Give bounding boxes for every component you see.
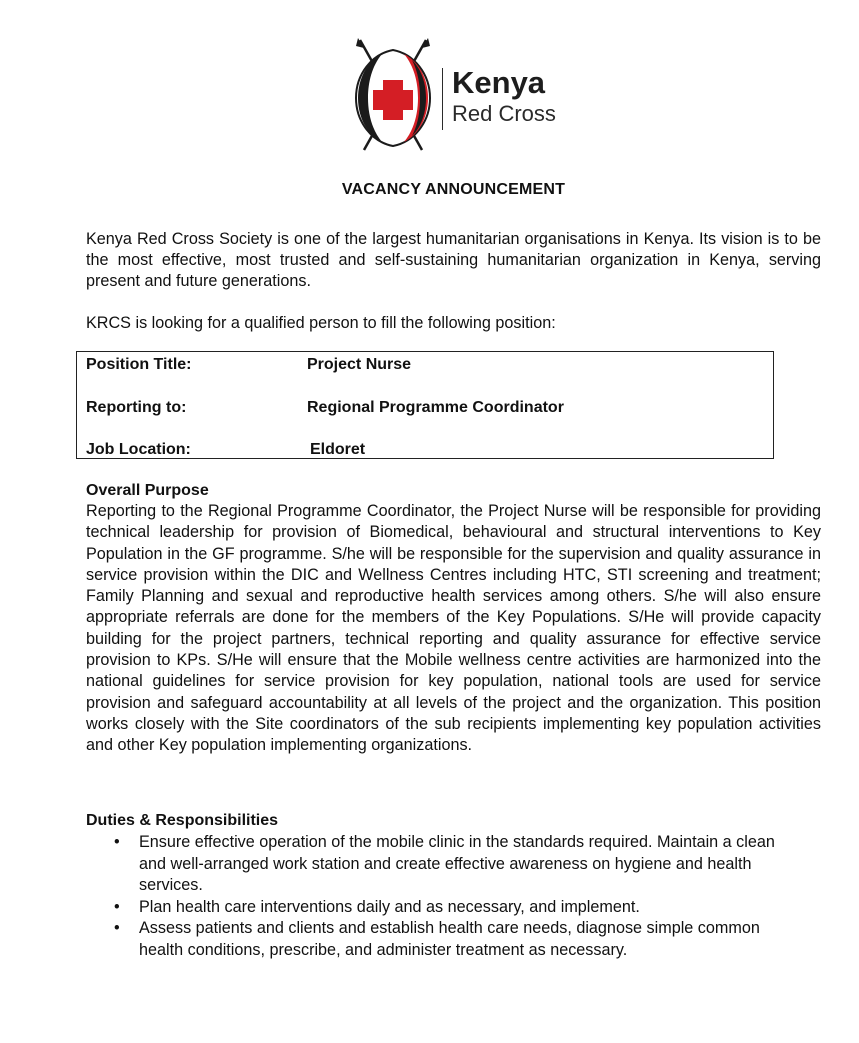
- red-cross-horizontal: [373, 90, 413, 110]
- duty-text: Assess patients and clients and establish health care needs, diagnose simple common health conditions, prescribe, and administer treatment as necessary.: [139, 919, 760, 959]
- duty-text: Ensure effective operation of the mobile clinic in the standards required. Maintain a clean and well-arranged work station and create effective awareness on hygiene and health services.: [139, 833, 775, 894]
- position-details-box: [76, 351, 774, 459]
- intro-paragraph: Kenya Red Cross Society is one of the largest humanitarian organisations in Kenya. Its vision is to be the most effective, most trusted and self-sustaining humanitarian organization in Kenya, serving present and future generations.: [86, 230, 821, 290]
- page-title: VACANCY ANNOUNCEMENT: [341, 181, 566, 198]
- duties-heading: Duties & Responsibilities: [86, 812, 279, 829]
- reporting-to-value: Regional Programme Coordinator: [307, 399, 564, 416]
- bullet-icon: •: [114, 833, 120, 851]
- duty-text: Plan health care interventions daily and as necessary, and implement.: [139, 897, 640, 916]
- job-location-label: Job Location:: [86, 441, 191, 458]
- position-title-value: Project Nurse: [307, 356, 412, 373]
- kenya-red-cross-logo: [342, 36, 564, 160]
- bullet-icon: •: [114, 919, 120, 937]
- job-location-value: Eldoret: [310, 441, 366, 458]
- list-item: [106, 832, 806, 897]
- looking-paragraph: KRCS is looking for a qualified person to fill the following position:: [86, 314, 556, 332]
- logo-word-kenya: Kenya: [452, 65, 546, 100]
- logo-word-red-cross: Red Cross: [452, 101, 556, 126]
- reporting-to-label: Reporting to:: [86, 399, 187, 416]
- duties-list: [106, 832, 806, 961]
- overall-purpose-text: Reporting to the Regional Programme Coordinator, the Project Nurse will be responsible for providing technical leadership for provision of Biomedical, behavioural and structural interventions to Key Population in the GF programme. S/he will be responsible for the supervision and quality assurance in service provision within the DIC and Wellness Centres including HTC, STI screening and treatment; Family Planning and sexual and reproductive health services among others. S/he will also ensure appropriate referrals are done for the members of the Key Populations. S/He will provide capacity building for the project partners, technical reporting and quality assurance for effective service provision to KPs. S/He will ensure that the Mobile wellness centre activities are harmonized into the national guidelines for service provision for key population, national tools are used for service provision and safeguard accountability at all levels of the project and the organization. This position works closely with the Site coordinators of the sub recipients implementing key population activities and other Key population implementing organizations.: [86, 502, 821, 755]
- position-title-label: Position Title:: [86, 356, 192, 373]
- list-item: [106, 918, 806, 961]
- list-item: [106, 897, 806, 919]
- logo-divider: [442, 68, 443, 130]
- bullet-icon: •: [114, 897, 120, 916]
- overall-purpose-heading: Overall Purpose: [86, 482, 209, 499]
